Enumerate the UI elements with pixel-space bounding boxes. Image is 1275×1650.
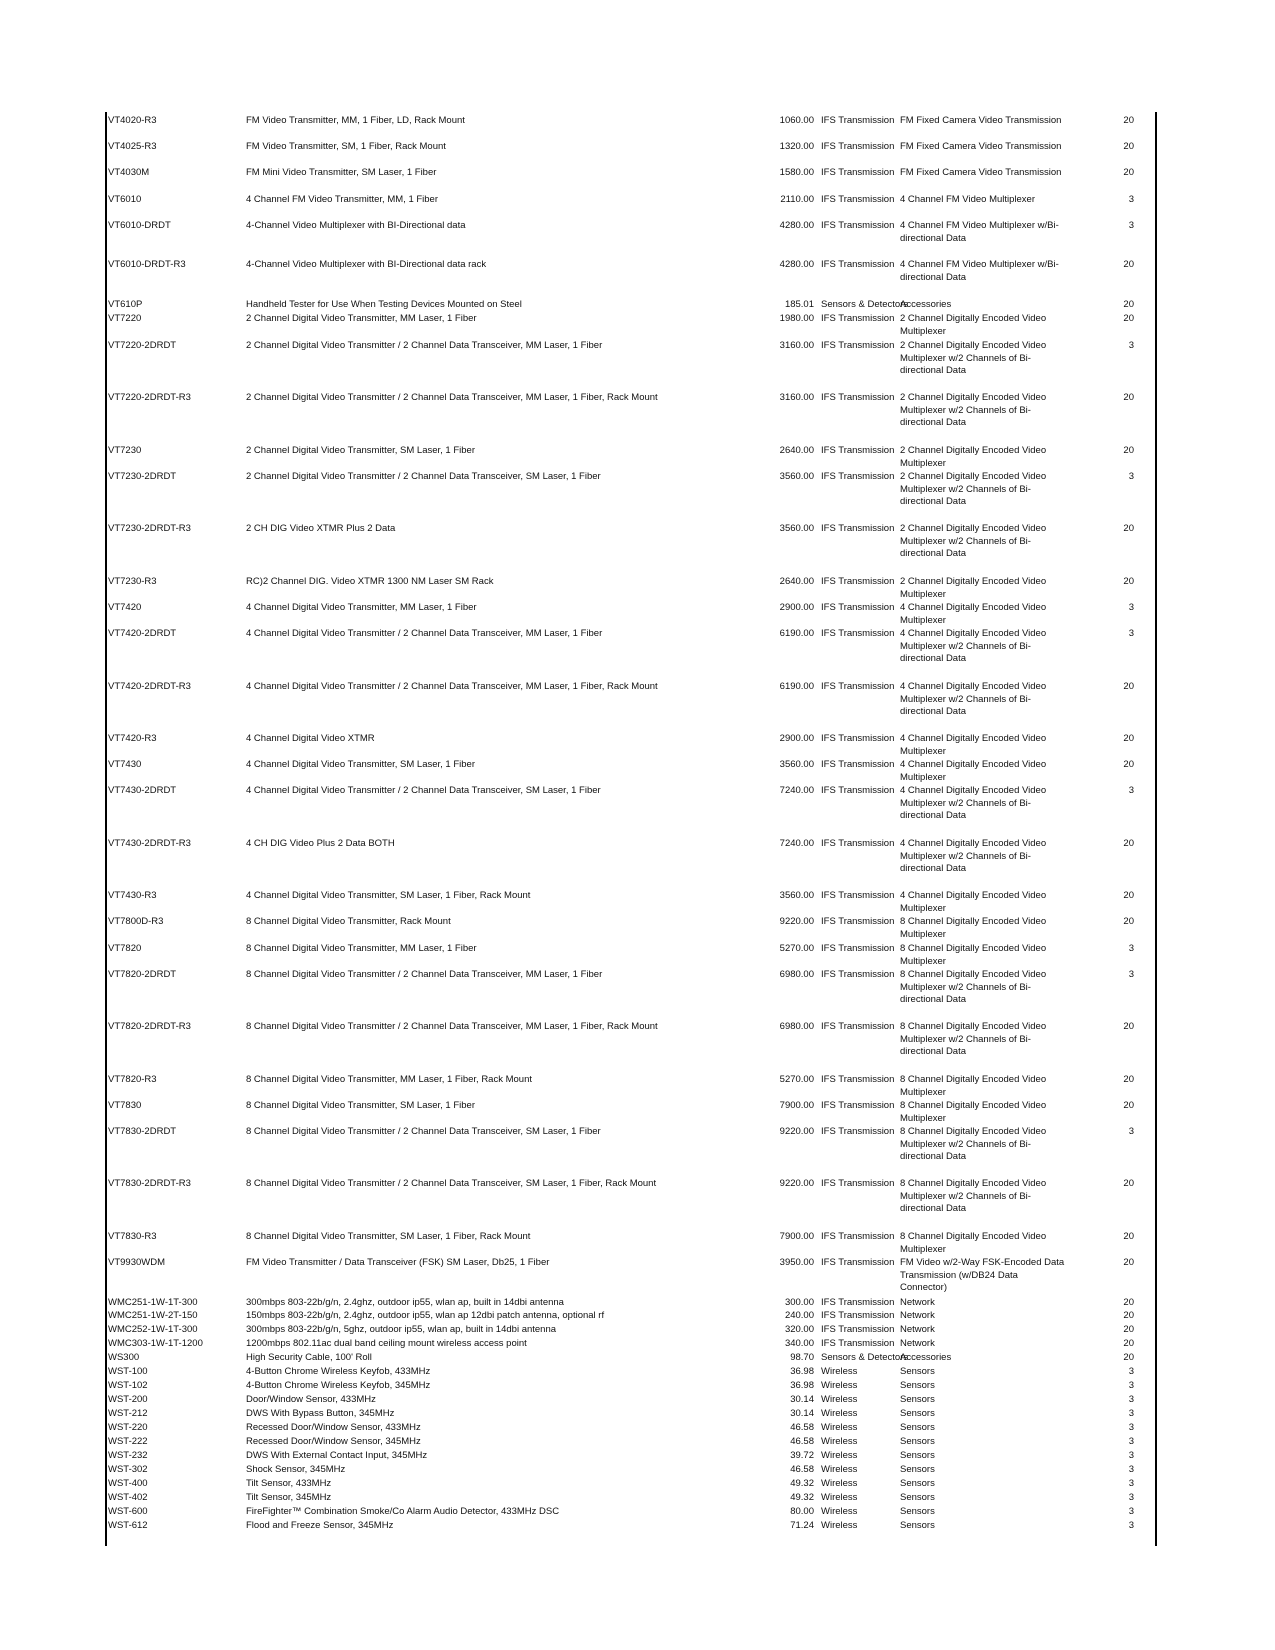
product-sku: VT7430: [108, 759, 142, 770]
product-group: 2 Channel Digitally Encoded Video Multiplexer w/2 Channels of Bi-directional Data: [900, 340, 1047, 376]
product-category: IFS Transmission: [821, 115, 895, 126]
product-category: IFS Transmission: [821, 785, 895, 796]
product-description: 8 Channel Digital Video Transmitter / 2 Channel Data Transceiver, MM Laser, 1 Fiber: [246, 969, 603, 980]
product-group: 8 Channel Digitally Encoded Video Multiplexer w/2 Channels of Bi-directional Data: [900, 1021, 1047, 1057]
product-group: 4 Channel Digitally Encoded Video Multiplexer: [900, 733, 1047, 757]
product-description: 2 Channel Digital Video Transmitter / 2 Channel Data Transceiver, MM Laser, 1 Fiber: [246, 340, 603, 351]
product-quantity: 20: [1123, 259, 1134, 270]
product-price: 46.58: [790, 1464, 814, 1475]
product-sku: WST-402: [108, 1492, 148, 1503]
product-category: IFS Transmission: [821, 628, 895, 639]
product-category: Wireless: [821, 1464, 858, 1475]
product-category: IFS Transmission: [821, 1126, 895, 1137]
product-sku: VT610P: [108, 299, 143, 310]
product-description: 4 Channel FM Video Transmitter, MM, 1 Fiber: [246, 194, 439, 205]
product-description: 8 Channel Digital Video Transmitter, SM Laser, 1 Fiber, Rack Mount: [246, 1231, 531, 1242]
product-group: 4 Channel Digitally Encoded Video Multiplexer w/2 Channels of Bi-directional Data: [900, 628, 1047, 664]
product-group: Sensors: [900, 1520, 935, 1531]
product-price: 240.00: [784, 1310, 814, 1321]
product-category: IFS Transmission: [821, 1021, 895, 1032]
product-price: 185.01: [784, 299, 814, 310]
product-description: Flood and Freeze Sensor, 345MHz: [246, 1520, 394, 1531]
product-description: 300mbps 803-22b/g/n, 2.4ghz, outdoor ip55, wlan ap, built in 14dbi antenna: [246, 1297, 564, 1308]
product-group: 8 Channel Digitally Encoded Video Multiplexer w/2 Channels of Bi-directional Data: [900, 1126, 1047, 1162]
product-category: IFS Transmission: [821, 1310, 895, 1321]
product-quantity: 20: [1123, 733, 1134, 744]
product-description: 4-Button Chrome Wireless Keyfob, 433MHz: [246, 1366, 431, 1377]
product-group: 4 Channel Digitally Encoded Video Multiplexer: [900, 602, 1047, 626]
product-sku: VT4030M: [108, 167, 150, 178]
product-description: 8 Channel Digital Video Transmitter, MM Laser, 1 Fiber: [246, 943, 477, 954]
product-sku: WST-222: [108, 1436, 148, 1447]
product-price: 7900.00: [779, 1231, 814, 1242]
product-group: 4 Channel FM Video Multiplexer w/Bi-directional Data: [900, 220, 1059, 244]
product-quantity: 3: [1128, 1394, 1134, 1405]
product-category: Wireless: [821, 1380, 858, 1391]
product-category: IFS Transmission: [821, 916, 895, 927]
product-price: 6190.00: [779, 681, 814, 692]
product-sku: VT7420-2DRDT: [108, 628, 177, 639]
product-quantity: 20: [1123, 1324, 1134, 1335]
product-group: 8 Channel Digitally Encoded Video Multiplexer: [900, 1231, 1047, 1255]
product-category: Wireless: [821, 1450, 858, 1461]
product-quantity: 20: [1123, 115, 1134, 126]
product-quantity: 3: [1128, 471, 1134, 482]
product-price: 6980.00: [779, 1021, 814, 1032]
product-description: 1200mbps 802.11ac dual band ceiling mount wireless access point: [246, 1338, 527, 1349]
product-description: 8 Channel Digital Video Transmitter / 2 Channel Data Transceiver, SM Laser, 1 Fiber: [246, 1126, 601, 1137]
product-description: 4-Button Chrome Wireless Keyfob, 345MHz: [246, 1380, 431, 1391]
product-sku: VT7820-2DRDT: [108, 969, 177, 980]
product-category: IFS Transmission: [821, 340, 895, 351]
product-price: 7240.00: [779, 785, 814, 796]
product-sku: WST-200: [108, 1394, 148, 1405]
product-quantity: 20: [1123, 523, 1134, 534]
product-group: Sensors: [900, 1366, 935, 1377]
product-group: 4 Channel Digitally Encoded Video Multiplexer w/2 Channels of Bi-directional Data: [900, 785, 1047, 821]
product-category: Sensors & Detectors: [821, 299, 909, 310]
product-sku: VT7230-2DRDT-R3: [108, 523, 191, 534]
product-quantity: 20: [1123, 890, 1134, 901]
product-price: 2900.00: [779, 602, 814, 613]
product-sku: VT7420-2DRDT-R3: [108, 681, 191, 692]
product-quantity: 20: [1123, 1100, 1134, 1111]
product-quantity: 20: [1123, 759, 1134, 770]
product-group: FM Video w/2-Way FSK-Encoded Data Transmission (w/DB24 Data Connector): [900, 1257, 1065, 1293]
product-description: 4 Channel Digital Video Transmitter / 2 Channel Data Transceiver, SM Laser, 1 Fiber: [246, 785, 601, 796]
product-description: FM Mini Video Transmitter, SM Laser, 1 Fiber: [246, 167, 437, 178]
product-price: 46.58: [790, 1436, 814, 1447]
product-price: 7240.00: [779, 838, 814, 849]
product-sku: VT7820-2DRDT-R3: [108, 1021, 191, 1032]
product-description: 4 Channel Digital Video Transmitter / 2 Channel Data Transceiver, MM Laser, 1 Fiber, Rack Mount: [246, 681, 658, 692]
product-category: IFS Transmission: [821, 523, 895, 534]
product-category: Sensors & Detectors: [821, 1352, 909, 1363]
product-sku: WMC303-1W-1T-1200: [108, 1338, 203, 1349]
product-quantity: 3: [1128, 1380, 1134, 1391]
product-group: 2 Channel Digitally Encoded Video Multiplexer w/2 Channels of Bi-directional Data: [900, 392, 1047, 428]
product-sku: VT7220-2DRDT-R3: [108, 392, 191, 403]
product-quantity: 3: [1128, 785, 1134, 796]
product-category: IFS Transmission: [821, 602, 895, 613]
product-sku: WST-302: [108, 1464, 148, 1475]
product-quantity: 3: [1128, 1506, 1134, 1517]
product-quantity: 20: [1123, 1310, 1134, 1321]
product-quantity: 20: [1123, 392, 1134, 403]
product-price: 4280.00: [779, 220, 814, 231]
product-price: 6190.00: [779, 628, 814, 639]
product-sku: VT7820-R3: [108, 1074, 157, 1085]
product-sku: VT7430-2DRDT-R3: [108, 838, 191, 849]
product-group: Accessories: [900, 299, 952, 310]
product-quantity: 3: [1128, 1436, 1134, 1447]
product-description: 2 Channel Digital Video Transmitter, MM Laser, 1 Fiber: [246, 313, 477, 324]
product-group: FM Fixed Camera Video Transmission: [900, 167, 1062, 178]
product-price: 1580.00: [779, 167, 814, 178]
product-price: 4280.00: [779, 259, 814, 270]
product-price: 340.00: [784, 1338, 814, 1349]
product-category: IFS Transmission: [821, 445, 895, 456]
product-category: IFS Transmission: [821, 1074, 895, 1085]
product-category: IFS Transmission: [821, 681, 895, 692]
product-description: 4-Channel Video Multiplexer with BI-Directional data: [246, 220, 466, 231]
product-price: 3560.00: [779, 471, 814, 482]
product-quantity: 20: [1123, 445, 1134, 456]
product-description: Shock Sensor, 345MHz: [246, 1464, 346, 1475]
product-group: 4 Channel FM Video Multiplexer: [900, 194, 1036, 205]
product-sku: VT7420: [108, 602, 142, 613]
product-sku: VT7830: [108, 1100, 142, 1111]
product-category: IFS Transmission: [821, 890, 895, 901]
product-group: Network: [900, 1324, 935, 1335]
product-sku: WST-100: [108, 1366, 148, 1377]
product-description: Tilt Sensor, 345MHz: [246, 1492, 332, 1503]
product-group: Accessories: [900, 1352, 952, 1363]
product-category: Wireless: [821, 1366, 858, 1377]
product-group: 4 Channel Digitally Encoded Video Multiplexer: [900, 759, 1047, 783]
product-group: Sensors: [900, 1492, 935, 1503]
product-quantity: 3: [1128, 1408, 1134, 1419]
product-quantity: 3: [1128, 1492, 1134, 1503]
product-quantity: 20: [1123, 167, 1134, 178]
product-group: Sensors: [900, 1422, 935, 1433]
product-category: IFS Transmission: [821, 141, 895, 152]
product-price: 1320.00: [779, 141, 814, 152]
product-sku: VT7230-2DRDT: [108, 471, 177, 482]
product-sku: WST-400: [108, 1478, 148, 1489]
product-quantity: 20: [1123, 576, 1134, 587]
product-price: 49.32: [790, 1478, 814, 1489]
product-group: Sensors: [900, 1450, 935, 1461]
product-sku: VT6010-DRDT: [108, 220, 171, 231]
product-sku: VT7230: [108, 445, 142, 456]
product-group: Network: [900, 1338, 935, 1349]
product-sku: VT7830-2DRDT: [108, 1126, 177, 1137]
product-quantity: 20: [1123, 1338, 1134, 1349]
product-category: IFS Transmission: [821, 392, 895, 403]
product-price: 71.24: [790, 1520, 814, 1531]
product-group: Sensors: [900, 1408, 935, 1419]
product-price: 2640.00: [779, 576, 814, 587]
product-quantity: 20: [1123, 313, 1134, 324]
product-quantity: 20: [1123, 681, 1134, 692]
product-price: 49.32: [790, 1492, 814, 1503]
product-description: FM Video Transmitter / Data Transceiver (FSK) SM Laser, Db25, 1 Fiber: [246, 1257, 550, 1268]
product-description: RC)2 Channel DIG. Video XTMR 1300 NM Laser SM Rack: [246, 576, 494, 587]
product-group: 8 Channel Digitally Encoded Video Multiplexer: [900, 916, 1047, 940]
product-quantity: 3: [1128, 628, 1134, 639]
product-quantity: 20: [1123, 1231, 1134, 1242]
product-group: 2 Channel Digitally Encoded Video Multiplexer: [900, 576, 1047, 600]
product-price: 30.14: [790, 1394, 814, 1405]
product-group: Sensors: [900, 1380, 935, 1391]
product-price: 2110.00: [780, 194, 814, 205]
product-sku: VT6010-DRDT-R3: [108, 259, 186, 270]
product-group: 8 Channel Digitally Encoded Video Multiplexer: [900, 943, 1047, 967]
product-description: 4 Channel Digital Video Transmitter / 2 Channel Data Transceiver, MM Laser, 1 Fiber: [246, 628, 603, 639]
product-quantity: 20: [1123, 838, 1134, 849]
product-group: FM Fixed Camera Video Transmission: [900, 141, 1062, 152]
product-category: IFS Transmission: [821, 1100, 895, 1111]
product-category: IFS Transmission: [821, 969, 895, 980]
product-category: IFS Transmission: [821, 1324, 895, 1335]
product-category: Wireless: [821, 1478, 858, 1489]
product-sku: VT7430-R3: [108, 890, 157, 901]
product-quantity: 20: [1123, 1021, 1134, 1032]
product-sku: VT7830-2DRDT-R3: [108, 1178, 191, 1189]
product-category: IFS Transmission: [821, 220, 895, 231]
product-sku: VT7430-2DRDT: [108, 785, 177, 796]
product-description: 8 Channel Digital Video Transmitter / 2 Channel Data Transceiver, MM Laser, 1 Fiber, Rack Mount: [246, 1021, 658, 1032]
product-quantity: 3: [1128, 220, 1134, 231]
product-sku: WST-600: [108, 1506, 148, 1517]
product-price: 80.00: [790, 1506, 814, 1517]
product-description: 2 CH DIG Video XTMR Plus 2 Data: [246, 523, 396, 534]
product-description: 4 Channel Digital Video Transmitter, MM Laser, 1 Fiber: [246, 602, 477, 613]
product-category: IFS Transmission: [821, 1338, 895, 1349]
product-category: IFS Transmission: [821, 259, 895, 270]
product-group: Sensors: [900, 1394, 935, 1405]
product-price: 5270.00: [779, 1074, 814, 1085]
product-group: 4 Channel FM Video Multiplexer w/Bi-directional Data: [900, 259, 1059, 283]
product-category: IFS Transmission: [821, 1178, 895, 1189]
product-sku: VT4025-R3: [108, 141, 157, 152]
product-category: Wireless: [821, 1436, 858, 1447]
product-category: Wireless: [821, 1506, 858, 1517]
product-price: 3560.00: [779, 759, 814, 770]
product-description: Tilt Sensor, 433MHz: [246, 1478, 332, 1489]
product-quantity: 3: [1128, 1478, 1134, 1489]
product-price: 9220.00: [779, 1178, 814, 1189]
product-description: Recessed Door/Window Sensor, 433MHz: [246, 1422, 421, 1433]
product-quantity: 3: [1128, 1464, 1134, 1475]
product-price: 36.98: [790, 1380, 814, 1391]
product-sku: VT9930WDM: [108, 1257, 166, 1268]
product-category: IFS Transmission: [821, 194, 895, 205]
product-sku: VT7420-R3: [108, 733, 157, 744]
product-price: 39.72: [790, 1450, 814, 1461]
product-group: Sensors: [900, 1506, 935, 1517]
product-sku: VT6010: [108, 194, 142, 205]
product-group: 2 Channel Digitally Encoded Video Multiplexer: [900, 313, 1047, 337]
product-description: 4 CH DIG Video Plus 2 Data BOTH: [246, 838, 395, 849]
product-category: Wireless: [821, 1394, 858, 1405]
left-border-line: [105, 112, 107, 1546]
product-quantity: 20: [1123, 141, 1134, 152]
product-category: IFS Transmission: [821, 838, 895, 849]
product-price: 98.70: [790, 1352, 814, 1363]
product-price: 30.14: [790, 1408, 814, 1419]
product-category: IFS Transmission: [821, 167, 895, 178]
product-quantity: 3: [1128, 1520, 1134, 1531]
product-quantity: 3: [1128, 194, 1134, 205]
product-category: IFS Transmission: [821, 1257, 895, 1268]
product-description: FireFighter™ Combination Smoke/Co Alarm Audio Detector, 433MHz DSC: [246, 1506, 560, 1517]
product-category: Wireless: [821, 1408, 858, 1419]
product-sku: WS300: [108, 1352, 140, 1363]
product-sku: VT7220-2DRDT: [108, 340, 177, 351]
product-quantity: 3: [1128, 1366, 1134, 1377]
product-description: 8 Channel Digital Video Transmitter, SM Laser, 1 Fiber: [246, 1100, 475, 1111]
product-price: 300.00: [784, 1297, 814, 1308]
product-price: 3160.00: [779, 392, 814, 403]
product-category: IFS Transmission: [821, 471, 895, 482]
product-quantity: 3: [1128, 602, 1134, 613]
product-sku: WST-212: [108, 1408, 148, 1419]
product-description: 4 Channel Digital Video XTMR: [246, 733, 375, 744]
product-sku: WMC251-1W-1T-300: [108, 1297, 198, 1308]
product-price: 2900.00: [779, 733, 814, 744]
product-quantity: 3: [1128, 340, 1134, 351]
product-quantity: 20: [1123, 1352, 1134, 1363]
product-description: DWS With Bypass Button, 345MHz: [246, 1408, 395, 1419]
product-sku: VT7230-R3: [108, 576, 157, 587]
product-quantity: 20: [1123, 299, 1134, 310]
product-category: IFS Transmission: [821, 576, 895, 587]
product-sku: VT7220: [108, 313, 142, 324]
product-category: Wireless: [821, 1520, 858, 1531]
product-description: High Security Cable, 100' Roll: [246, 1352, 372, 1363]
product-sku: VT7820: [108, 943, 142, 954]
product-quantity: 20: [1123, 1178, 1134, 1189]
product-category: IFS Transmission: [821, 1297, 895, 1308]
product-category: IFS Transmission: [821, 313, 895, 324]
product-group: 4 Channel Digitally Encoded Video Multiplexer w/2 Channels of Bi-directional Data: [900, 838, 1047, 874]
product-price: 5270.00: [779, 943, 814, 954]
product-quantity: 3: [1128, 969, 1134, 980]
product-sku: VT7800D-R3: [108, 916, 164, 927]
product-category: IFS Transmission: [821, 759, 895, 770]
product-group: Sensors: [900, 1464, 935, 1475]
product-quantity: 20: [1123, 1297, 1134, 1308]
product-group: 2 Channel Digitally Encoded Video Multiplexer: [900, 445, 1047, 469]
product-category: IFS Transmission: [821, 943, 895, 954]
product-sku: WST-612: [108, 1520, 148, 1531]
right-border-line: [1155, 112, 1157, 1546]
product-description: Recessed Door/Window Sensor, 345MHz: [246, 1436, 421, 1447]
product-group: 4 Channel Digitally Encoded Video Multiplexer w/2 Channels of Bi-directional Data: [900, 681, 1047, 717]
product-group: 2 Channel Digitally Encoded Video Multiplexer w/2 Channels of Bi-directional Data: [900, 523, 1047, 559]
product-sku: WST-220: [108, 1422, 148, 1433]
product-group: 8 Channel Digitally Encoded Video Multiplexer w/2 Channels of Bi-directional Data: [900, 969, 1047, 1005]
product-category: Wireless: [821, 1492, 858, 1503]
product-sku: WMC251-1W-2T-150: [108, 1310, 198, 1321]
product-group: FM Fixed Camera Video Transmission: [900, 115, 1062, 126]
product-quantity: 20: [1123, 916, 1134, 927]
product-group: 8 Channel Digitally Encoded Video Multiplexer w/2 Channels of Bi-directional Data: [900, 1178, 1047, 1214]
product-category: Wireless: [821, 1422, 858, 1433]
product-quantity: 20: [1123, 1257, 1134, 1268]
product-description: DWS With External Contact Input, 345MHz: [246, 1450, 428, 1461]
product-price: 3950.00: [779, 1257, 814, 1268]
product-description: FM Video Transmitter, SM, 1 Fiber, Rack Mount: [246, 141, 446, 152]
product-group: Network: [900, 1297, 935, 1308]
product-category: IFS Transmission: [821, 733, 895, 744]
product-price: 3160.00: [779, 340, 814, 351]
product-group: Sensors: [900, 1478, 935, 1489]
product-quantity: 3: [1128, 1450, 1134, 1461]
product-group: 4 Channel Digitally Encoded Video Multiplexer: [900, 890, 1047, 914]
product-description: 8 Channel Digital Video Transmitter, MM Laser, 1 Fiber, Rack Mount: [246, 1074, 533, 1085]
product-price: 9220.00: [779, 1126, 814, 1137]
product-description: 150mbps 803-22b/g/n, 2.4ghz, outdoor ip55, wlan ap 12dbi patch antenna, optional rf: [246, 1310, 605, 1321]
product-group: 2 Channel Digitally Encoded Video Multiplexer w/2 Channels of Bi-directional Data: [900, 471, 1047, 507]
product-category: IFS Transmission: [821, 1231, 895, 1242]
product-sku: VT4020-R3: [108, 115, 157, 126]
product-price: 320.00: [784, 1324, 814, 1335]
product-price: 2640.00: [779, 445, 814, 456]
product-price: 46.58: [790, 1422, 814, 1433]
product-group: Sensors: [900, 1436, 935, 1447]
product-description: Handheld Tester for Use When Testing Devices Mounted on Steel: [246, 299, 522, 310]
product-price: 1980.00: [779, 313, 814, 324]
product-description: 2 Channel Digital Video Transmitter / 2 Channel Data Transceiver, MM Laser, 1 Fiber, Rack Mount: [246, 392, 658, 403]
product-description: 2 Channel Digital Video Transmitter, SM Laser, 1 Fiber: [246, 445, 475, 456]
product-group: Network: [900, 1310, 935, 1321]
product-description: 4 Channel Digital Video Transmitter, SM Laser, 1 Fiber, Rack Mount: [246, 890, 531, 901]
product-description: 4 Channel Digital Video Transmitter, SM Laser, 1 Fiber: [246, 759, 475, 770]
product-price: 3560.00: [779, 523, 814, 534]
product-quantity: 20: [1123, 1074, 1134, 1085]
product-price: 1060.00: [779, 115, 814, 126]
product-quantity: 3: [1128, 943, 1134, 954]
product-price: 6980.00: [779, 969, 814, 980]
product-description: 8 Channel Digital Video Transmitter, Rack Mount: [246, 916, 451, 927]
product-price: 36.98: [790, 1366, 814, 1377]
product-group: 8 Channel Digitally Encoded Video Multiplexer: [900, 1074, 1047, 1098]
product-price: 9220.00: [779, 916, 814, 927]
product-quantity: 3: [1128, 1126, 1134, 1137]
product-quantity: 3: [1128, 1422, 1134, 1433]
product-price: 3560.00: [779, 890, 814, 901]
product-sku: WMC252-1W-1T-300: [108, 1324, 198, 1335]
product-description: 300mbps 803-22b/g/n, 5ghz, outdoor ip55, wlan ap, built in 14dbi antenna: [246, 1324, 557, 1335]
product-price: 7900.00: [779, 1100, 814, 1111]
product-sku: WST-102: [108, 1380, 148, 1391]
product-description: 4-Channel Video Multiplexer with BI-Directional data rack: [246, 259, 487, 270]
product-description: FM Video Transmitter, MM, 1 Fiber, LD, Rack Mount: [246, 115, 465, 126]
product-sku: VT7830-R3: [108, 1231, 157, 1242]
product-group: 8 Channel Digitally Encoded Video Multiplexer: [900, 1100, 1047, 1124]
product-description: 2 Channel Digital Video Transmitter / 2 Channel Data Transceiver, SM Laser, 1 Fiber: [246, 471, 601, 482]
product-description: 8 Channel Digital Video Transmitter / 2 Channel Data Transceiver, SM Laser, 1 Fiber, Rack Mount: [246, 1178, 657, 1189]
product-sku: WST-232: [108, 1450, 148, 1461]
product-description: Door/Window Sensor, 433MHz: [246, 1394, 376, 1405]
